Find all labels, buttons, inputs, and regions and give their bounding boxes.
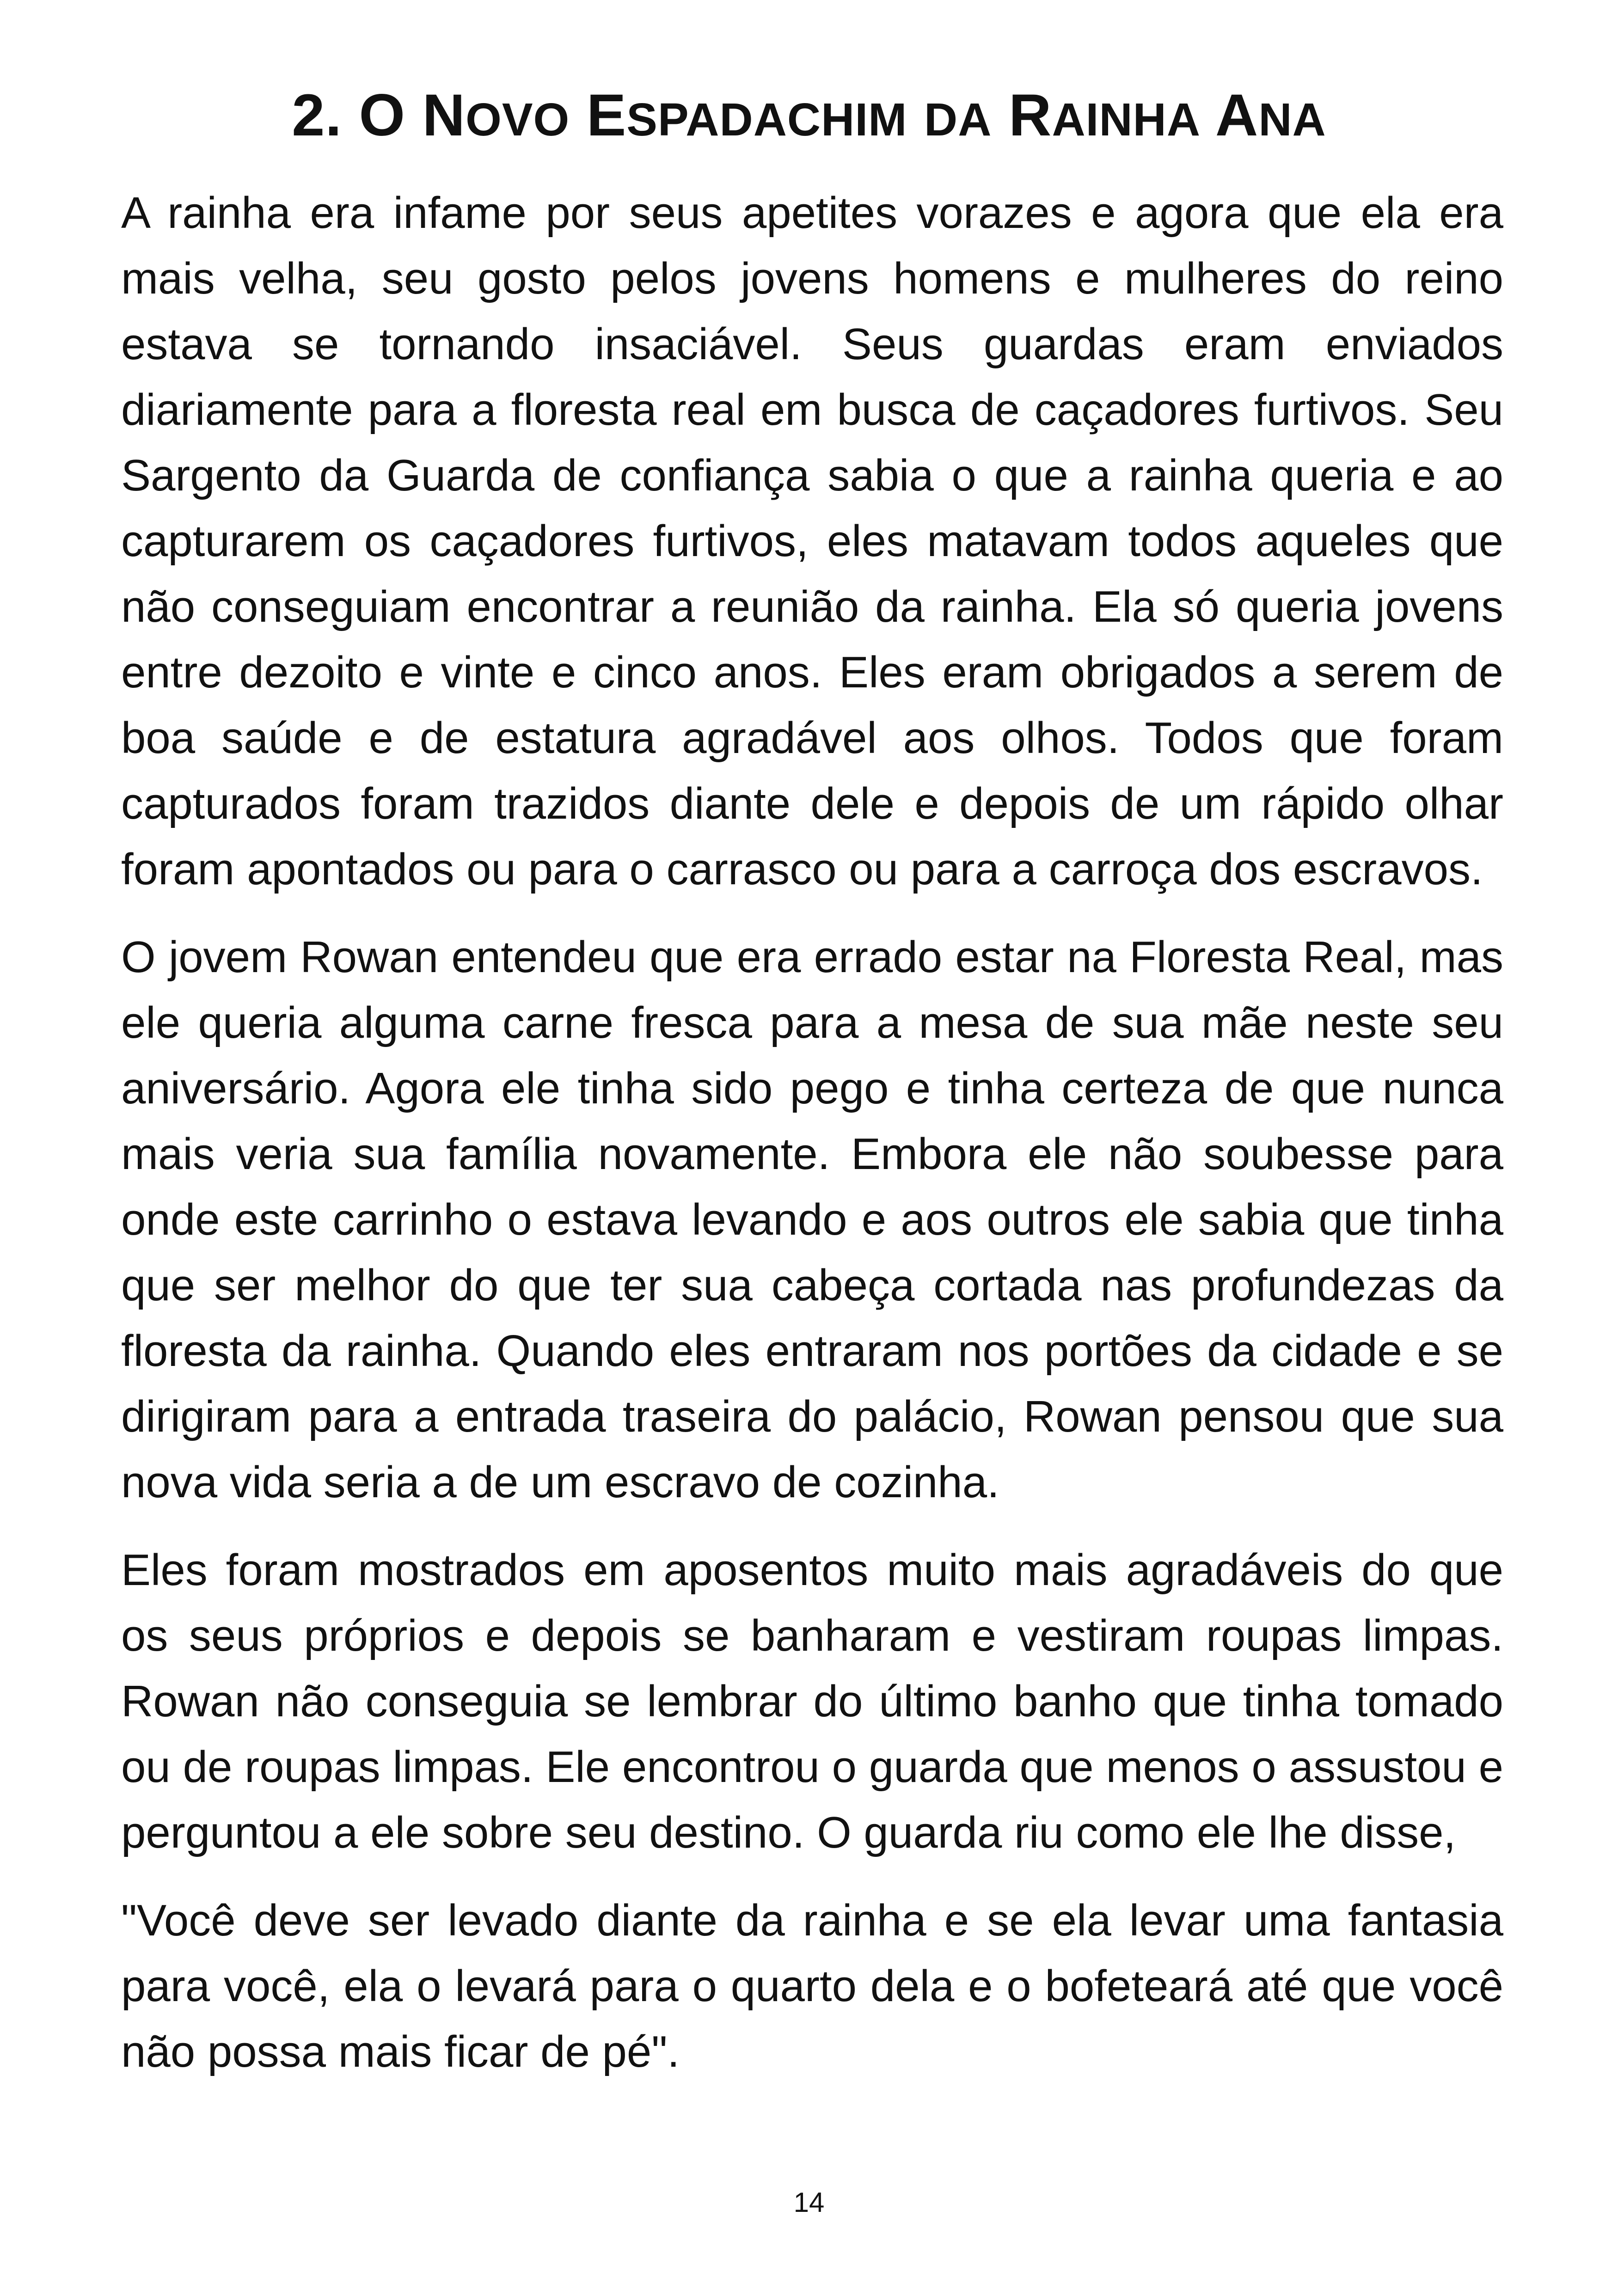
page-number: 14 — [793, 2187, 825, 2218]
title-word-6: ANA — [1215, 82, 1326, 148]
title-word-1: O — [359, 82, 406, 148]
paragraph: Eles foram mostrados em aposentos muito mais agradáveis do que os seus próprios e depois se banharam e vestiram roupas limpas. Rowan não conseguia se lembrar do último banho que tinha tomado ou de roupas limpas. Ele encontrou o guarda que menos o assustou e perguntou a ele sobre seu destino. O guarda riu como ele lhe disse, — [121, 1545, 1503, 1857]
paragraph: O jovem Rowan entendeu que era errado estar na Floresta Real, mas ele queria alguma carne fresca para a mesa de sua mãe neste seu aniversário. Agora ele tinha sido pego e tinha certeza de que nunca mais veria sua família novamente. Embora ele não soubesse para onde este carrinho o estava levando e aos outros ele sabia que tinha que ser melhor do que ter sua cabeça cortada nas profundezas da floresta da rainha. Quando eles entraram nos portões da cidade e se dirigiram para a entrada traseira do palácio, Rowan pensou que sua nova vida seria a de um escravo de cozinha. — [121, 932, 1503, 1507]
paragraph: A rainha era infame por seus apetites vorazes e agora que ela era mais velha, seu gosto pelos jovens homens e mulheres do reino estava se tornando insaciável. Seus guardas eram enviados diariamente para a floresta real em busca de caçadores furtivos. Seu Sargento da Guarda de confiança sabia o que a rainha queria e ao capturarem os caçadores furtivos, eles matavam todos aqueles que não conseguiam encontrar a reunião da rainha. Ela só queria jovens entre dezoito e vinte e cinco anos. Eles eram obrigados a serem de boa saúde e de estatura agradável aos olhos. Todos que foram capturados foram trazidos diante dele e depois de um rápido olhar foram apontados ou para o carrasco ou para a carroça dos escravos. — [121, 188, 1503, 894]
body-text — [121, 180, 1503, 2107]
chapter-title — [0, 79, 1618, 157]
paragraph: "Você deve ser levado diante da rainha e se ela levar uma fantasia para você, ela o levará para o quarto dela e o bofeteará até que você não possa mais ficar de pé". — [121, 1896, 1503, 2076]
chapter-number: 2. — [292, 82, 342, 148]
title-word-5: RAINHA — [1009, 82, 1201, 148]
title-word-4: DA — [924, 94, 992, 146]
title-word-2: NOVO — [422, 82, 570, 148]
title-word-3: ESPADACHIM — [586, 82, 907, 148]
